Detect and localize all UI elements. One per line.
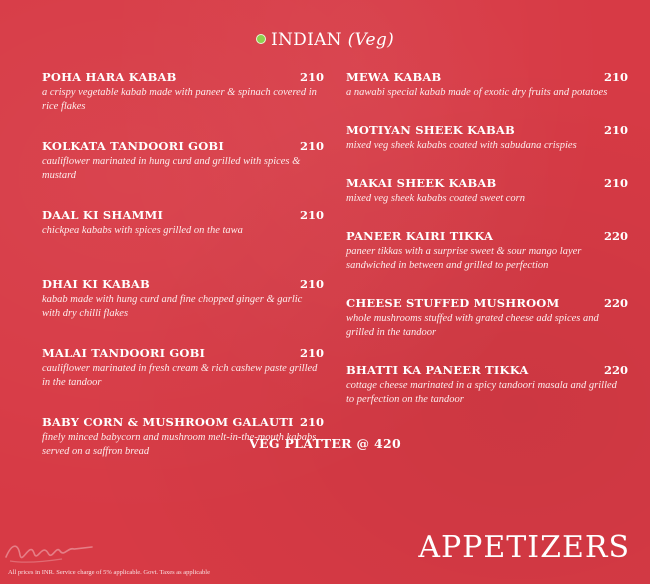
item-price: 210 (603, 70, 628, 84)
item-description: cauliflower marinated in fresh cream & rich cashew paste grilled in the tandoor (42, 363, 318, 388)
right-column (346, 70, 628, 430)
menu-item (42, 277, 324, 321)
item-price: 210 (299, 70, 324, 84)
section-heading: APPETIZERS (418, 530, 630, 565)
menu-item (346, 123, 628, 153)
item-description: mixed veg sheek kababs coated sweet corn (346, 193, 526, 204)
menu-item (42, 70, 324, 114)
scribble-icon (2, 535, 97, 567)
item-description: finely minced babycorn and mushroom melt-in-the-mouth kababs served on a saffron bread (42, 432, 317, 457)
menu-item (346, 70, 628, 100)
item-name: BHATTI KA PANEER TIKKA (346, 363, 529, 377)
item-name: CHEESE STUFFED MUSHROOM (346, 296, 560, 310)
left-column (42, 70, 324, 484)
item-price: 210 (299, 208, 324, 222)
item-description: mixed veg sheek kababs coated with sabudana crispies (346, 140, 577, 151)
item-price: 220 (603, 296, 628, 310)
menu-title-sub: (Veg) (347, 30, 395, 50)
item-price: 220 (603, 229, 628, 243)
item-price: 220 (603, 363, 628, 377)
item-name: MOTIYAN SHEEK KABAB (346, 123, 515, 137)
item-price: 210 (299, 139, 324, 153)
item-name: MALAI TANDOORI GOBI (42, 346, 206, 360)
menu-item (42, 346, 324, 390)
item-name: PANEER KAIRI TIKKA (346, 229, 494, 243)
menu-item (42, 139, 324, 183)
item-description: paneer tikkas with a surprise sweet & sour mango layer sandwiched in between and grilled to perfection (346, 246, 582, 271)
item-description: cauliflower marinated in hung curd and grilled with spices & mustard (42, 156, 301, 181)
item-description: kabab made with hung curd and fine chopped ginger & garlic with dry chilli flakes (42, 294, 303, 319)
veg-platter: VEG PLATTER @ 420 (249, 436, 401, 451)
item-description: whole mushrooms stuffed with grated cheese add spices and grilled in the tandoor (346, 313, 599, 338)
menu-title-main: INDIAN (270, 30, 342, 50)
item-description: chickpea kababs with spices grilled on the tawa (42, 225, 243, 236)
menu-title (0, 30, 650, 50)
item-description: a nawabi special kabab made of exotic dry fruits and potatoes (346, 87, 608, 98)
item-description: cottage cheese marinated in a spicy tandoori masala and grilled to perfection on the tandoor (346, 380, 617, 405)
item-name: DAAL KI SHAMMI (42, 208, 164, 222)
item-price: 210 (299, 346, 324, 360)
item-name: BABY CORN & MUSHROOM GALAUTI (42, 415, 294, 429)
item-name: DHAI KI KABAB (42, 277, 150, 291)
item-description: a crispy vegetable kabab made with paneer & spinach covered in rice flakes (42, 87, 317, 112)
menu-item (346, 176, 628, 206)
menu-item (346, 363, 628, 407)
item-name: MEWA KABAB (346, 70, 442, 84)
price-footnote: All prices in INR. Service charge of 5% applicable. Govt. Taxes as applicable (8, 569, 211, 576)
item-price: 210 (299, 277, 324, 291)
veg-dot-icon (256, 34, 266, 44)
item-price: 210 (603, 123, 628, 137)
item-name: KOLKATA TANDOORI GOBI (42, 139, 224, 153)
menu-item (346, 229, 628, 273)
item-price: 210 (603, 176, 628, 190)
menu-item (42, 208, 324, 238)
menu-item (346, 296, 628, 340)
item-price: 210 (299, 415, 324, 429)
item-name: POHA HARA KABAB (42, 70, 177, 84)
item-name: MAKAI SHEEK KABAB (346, 176, 497, 190)
